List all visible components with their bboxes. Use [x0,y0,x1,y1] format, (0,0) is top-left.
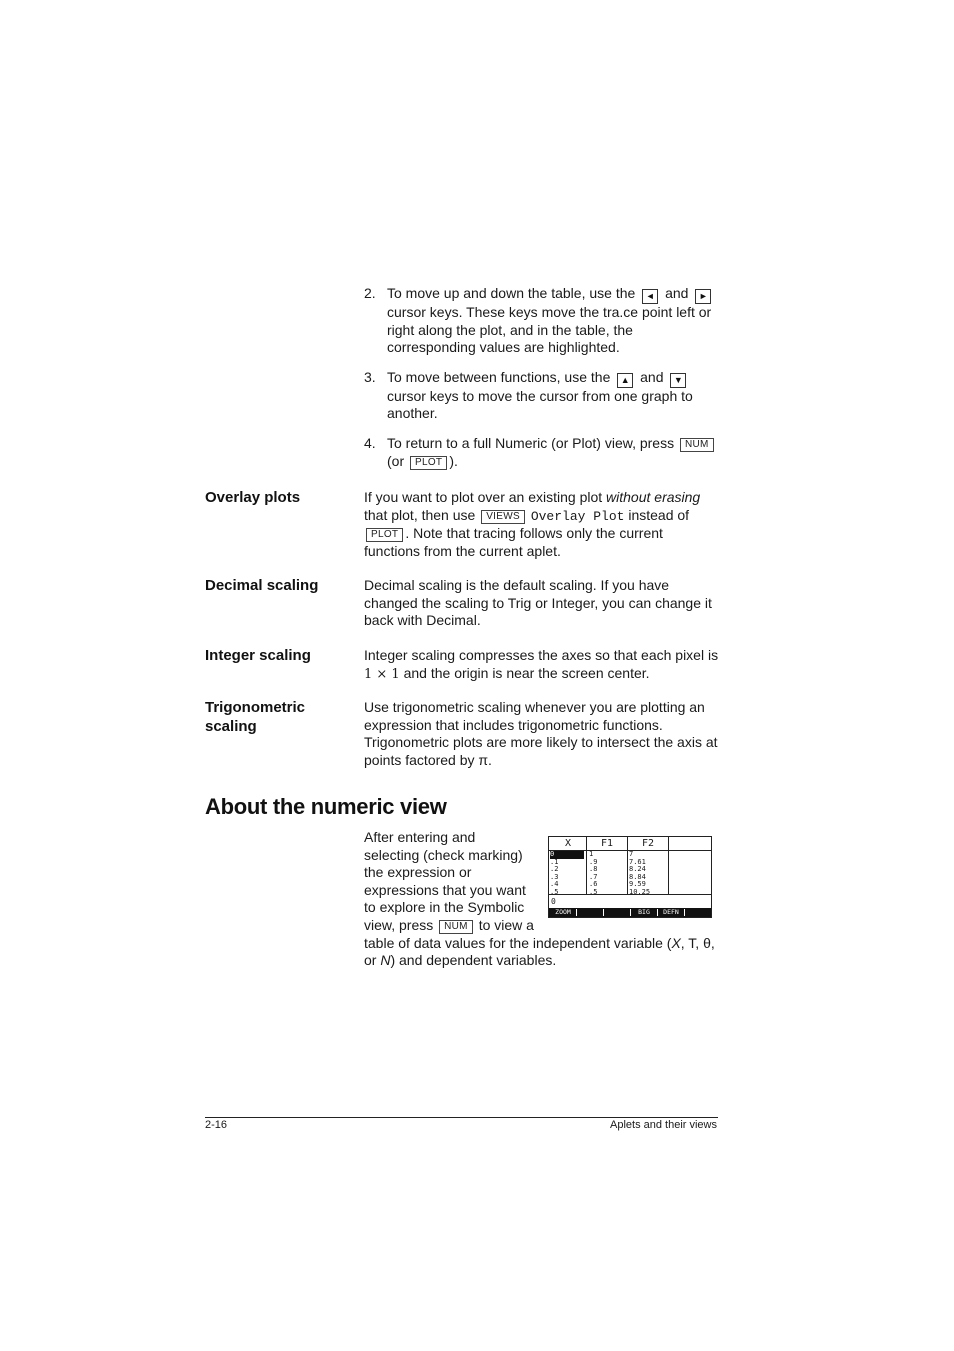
softkey-big: BIG [638,908,650,916]
steps-list [364,285,716,482]
step-number: 4. [364,434,376,451]
step-item: 3. To move between functions, use the ▲ and ▼ cursor keys to move the cursor from one graph to another. [364,368,693,422]
footer-rule [205,1117,718,1118]
softkey-menu [549,908,711,917]
down-arrow-key-icon: ▼ [670,373,686,388]
decimal-scaling-paragraph: Decimal scaling is the default scaling. If you have changed the scaling to Trig or Integer, you can change it back with Decimal. [364,577,712,629]
table-header [549,837,711,851]
step-number: 3. [364,368,376,385]
numeric-view-paragraph: After entering and selecting (check marking) the expression or expressions that you want to explore in the Symbolic view, press NUM to view a table of data values for the independent variable (X, T, θ, or N) and dependent variables. [364,829,715,969]
integer-scaling-paragraph: Integer scaling compresses the axes so that each pixel is 1 × 1 and the origin is near the screen center. [364,647,719,682]
column-divider [586,837,587,895]
column-header: X [564,838,572,849]
f2-column: 7 7.61 8.24 8.84 9.59 10.25 [629,850,651,896]
f1-column: 1 .9 .8 .7 .6 .5 [589,850,598,896]
chapter-title: Aplets and their views [610,1119,717,1131]
overlay-plots-paragraph: If you want to plot over an existing plot without erasing that plot, then use VIEWS Overlay Plot instead of PLOT . Note that tracing follows only the current functions from the current aplet. [364,489,701,559]
column-header: F1 [600,838,614,849]
left-arrow-key-icon: ◄ [642,289,658,304]
overlay-plot-code: Overlay Plot [530,508,625,524]
calculator-numeric-screen [548,836,712,918]
step-item: 2. To move up and down the table, use the ◄ and ► cursor keys. These keys move the tra.ce point left or right along the plot, and in the table, the corresponding values are highlighted. [364,285,712,356]
page-number: 2-16 [205,1119,228,1131]
integer-scaling-heading: Integer scaling [205,647,311,664]
section-title: About the numeric view [205,794,447,819]
plot-key: PLOT [410,456,447,470]
num-key: NUM [439,920,473,934]
column-divider [668,837,669,895]
x-column: 0 .1 .2 .3 .4 .5 [550,851,584,897]
softkey-defn: DEFN [663,908,679,916]
softkey-zoom: ZOOM [555,908,571,916]
num-key: NUM [680,438,714,452]
decimal-scaling-heading: Decimal scaling [205,577,319,594]
one-by-one-math: 1 × 1 [364,666,400,682]
entry-line: 0 [551,897,556,906]
step-item: 4. To return to a full Numeric (or Plot) view, press NUM (or PLOT ). [364,435,716,470]
up-arrow-key-icon: ▲ [617,373,633,388]
step-number: 2. [364,285,376,301]
overlay-plots-heading: Overlay plots [205,489,301,506]
trigonometric-scaling-heading: Trigonometric scaling [205,699,306,735]
views-key: VIEWS [481,510,525,524]
right-arrow-key-icon: ► [695,289,711,304]
column-divider [627,837,628,895]
plot-key: PLOT [366,528,403,542]
trigonometric-scaling-paragraph: Use trigonometric scaling whenever you are plotting an expression that includes trigonometric functions. Trigonometric plots are more likely to intersect the axis at points factored by π. [364,699,718,768]
column-header: F2 [641,838,655,849]
selected-cell: 0 [550,851,584,859]
